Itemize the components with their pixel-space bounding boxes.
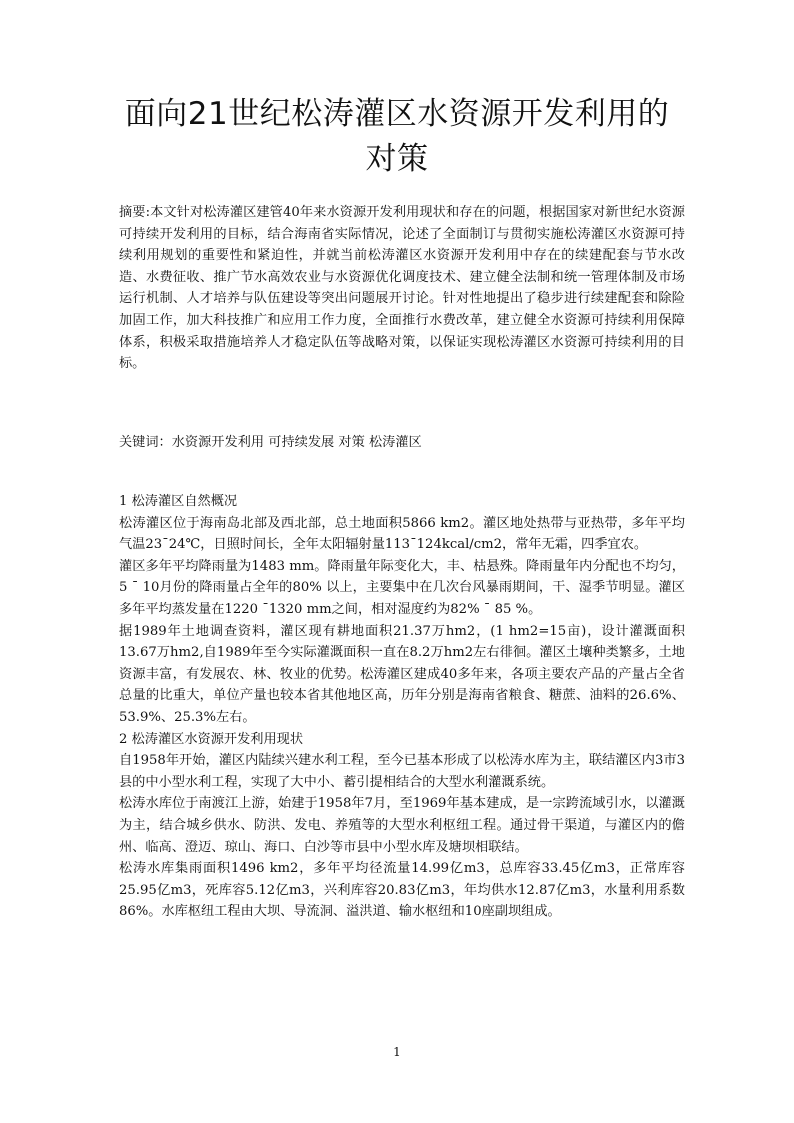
section-2-paragraph-1: 自1958年开始，灌区内陆续兴建水利工程，至今已基本形成了以松涛水库为主，联结灌区内3市3县的中小型水利工程，实现了大中小、蓄引提相结合的大型水利灌溉系统。	[119, 753, 685, 790]
section-2-paragraph-2: 松涛水库位于南渡江上游，始建于1958年7月，至1969年基本建成，是一宗跨流域引水，以灌溉为主，结合城乡供水、防洪、发电、养殖等的大型水利枢纽工程。通过骨干渠道，与灌区内的儋州、临高、澄迈、琼山、海口、白沙等市县中小型水库及塘坝相联结。	[119, 796, 685, 855]
abstract-paragraph: 摘要:本文针对松涛灌区建管40年来水资源开发利用现状和存在的问题，根据国家对新世纪水资源可持续开发利用的目标，结合海南省实际情况，论述了全面制订与贯彻实施松涛灌区水资源可持续利用规划的重要性和紧迫性，并就当前松涛灌区水资源开发利用中存在的续建配套与节水改造、水费征收、推广节水高效农业与水资源优化调度技术、建立健全法制和统一管理体制及市场运行机制、人才培养与队伍建设等突出问题展开讨论。针对性地提出了稳步进行续建配套和除险加固工作，加大科技推广和应用工作力度，全面推行水费改革，建立健全水资源可持续利用保障体系，积极采取措施培养人才稳定队伍等战略对策，以保证实现松涛灌区水资源可持续利用的目标。	[119, 205, 685, 372]
section-1-paragraph-1: 松涛灌区位于海南岛北部及西北部，总土地面积5866 km2。灌区地处热带与亚热带，多年平均气温23¯24℃，日照时间长，全年太阳辐射量113¯124kcal/cm2，常年无霜，四季宜农。	[119, 515, 685, 553]
section-2-heading: 2 松涛灌区水资源开发利用现状	[119, 731, 304, 747]
section-1-heading: 1 松涛灌区自然概况	[119, 494, 238, 509]
section-2-paragraph-3: 松涛水库集雨面积1496 km2，多年平均径流量14.99亿m3，总库容33.45亿m3，正常库容25.95亿m3，死库容5.12亿m3，兴利库容20.83亿m3，年均供水12.87亿m3，水量利用系数86%。水库枢纽工程由大坝、导流洞、溢洪道、输水枢纽和10座副坝组成。	[119, 861, 685, 920]
page-number: 1	[393, 1045, 401, 1059]
document-title	[80, 92, 714, 182]
section-1-paragraph-3: 据1989年土地调查资料，灌区现有耕地面积21.37万hm2，(1 hm2=15亩)，设计灌溉面积13.67万hm2,自1989年至今实际灌溉面积一直在8.2万hm2左右徘徊。灌区土壤种类繁多，土地资源丰富，有发展农、林、牧业的优势。松涛灌区建成40多年来，各项主要农产品的产量占全省总量的比重大，单位产量也较本省其他地区高，历年分别是海南省粮食、糖蔗、油料的26.6%、53.9%、25.3%左右。	[119, 623, 685, 725]
keywords-line: 关键词：水资源开发利用 可持续发展 对策 松涛灌区	[119, 435, 422, 450]
title-line-2: 对策	[365, 141, 429, 177]
section-1-paragraph-2: 灌区多年平均降雨量为1483 mm。降雨量年际变化大，丰、枯悬殊。降雨量年内分配也不均匀，5 ¯ 10月份的降雨量占全年的80% 以上，主要集中在几次台风暴雨期间，干、湿季节明显。灌区多年平均蒸发量在1220 ¯1320 mm之间，相对湿度约为82% ¯ 85 %。	[119, 558, 685, 617]
title-line-1: 面向21世纪松涛灌区水资源开发利用的	[124, 96, 670, 132]
body-text	[119, 491, 685, 923]
